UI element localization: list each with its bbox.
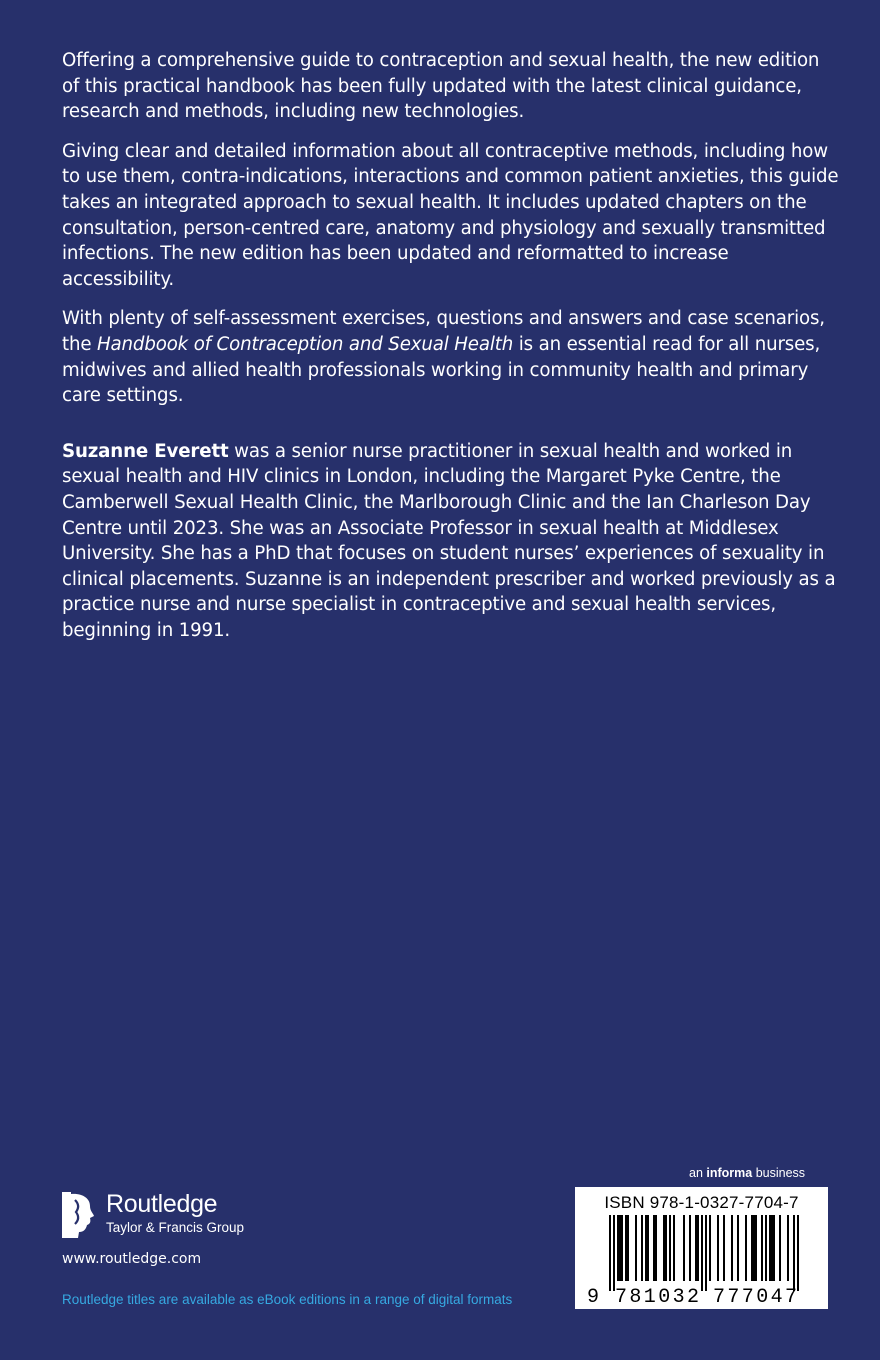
- barcode-bar: [641, 1215, 643, 1281]
- barcode-bar: [653, 1215, 655, 1281]
- barcode-bar: [779, 1215, 781, 1281]
- barcode-bar: [669, 1215, 671, 1281]
- book-title: Handbook of Contraception and Sexual Health: [97, 333, 514, 355]
- informa-suffix: business: [752, 1166, 806, 1180]
- informa-prefix: an: [689, 1166, 707, 1180]
- barcode-left-digits: 781032: [615, 1286, 699, 1309]
- barcode-bar: [625, 1215, 627, 1281]
- barcode-bar: [793, 1215, 795, 1291]
- barcode-bar: [773, 1215, 775, 1281]
- barcode-bar: [609, 1215, 611, 1291]
- barcode-bar: [705, 1215, 707, 1291]
- publisher-website: www.routledge.com: [62, 1251, 202, 1267]
- blurb-text: [62, 48, 842, 657]
- barcode-bar: [737, 1215, 739, 1281]
- barcode-right-digits: 777047: [713, 1286, 797, 1309]
- barcode-bar: [619, 1215, 621, 1281]
- blurb-p3-start: With plenty of self-assessment exercises, questions and answers and case scenarios, the: [62, 308, 825, 355]
- barcode-bar: [673, 1215, 675, 1281]
- barcode-bar: [769, 1215, 771, 1281]
- publisher-name: Routledge: [106, 1190, 218, 1218]
- blurb-paragraph-1: Offering a comprehensive guide to contraception and sexual health, the new edition of this practical handbook has been fully updated with the latest clinical guidance, research and methods, including new technologies.: [62, 50, 820, 123]
- blurb-p3-end: is an essential read for all nurses, midwives and allied health professionals working in community health and primary care settings.: [62, 333, 821, 407]
- ebook-availability-note: Routledge titles are available as eBook editions in a range of digital formats: [62, 1292, 513, 1307]
- informa-word: informa: [706, 1166, 753, 1180]
- barcode-bar: [635, 1215, 637, 1281]
- barcode-bar: [771, 1215, 773, 1281]
- barcode-bar: [797, 1215, 799, 1291]
- barcode-bar: [689, 1215, 691, 1281]
- barcode-bar: [697, 1215, 699, 1281]
- routledge-head-logo-icon: [62, 1192, 96, 1238]
- barcode-bar: [695, 1215, 697, 1281]
- barcode-bar: [621, 1215, 623, 1281]
- publisher-logo: [62, 1190, 302, 1242]
- isbn-label: ISBN 978-1-0327-7704-7: [604, 1193, 799, 1212]
- barcode-bar: [683, 1215, 685, 1281]
- barcode-first-digit: 9: [587, 1286, 600, 1309]
- barcode-bar: [655, 1215, 657, 1281]
- barcode-bar: [787, 1215, 789, 1281]
- blurb-paragraph-3: [62, 306, 842, 408]
- barcode-bar: [731, 1215, 733, 1281]
- isbn-barcode-box: [575, 1187, 828, 1309]
- barcode-bar: [701, 1215, 703, 1291]
- barcode-bar: [753, 1215, 755, 1281]
- publisher-group: Taylor & Francis Group: [106, 1220, 245, 1235]
- author-bio: [62, 439, 842, 644]
- barcode-bar: [717, 1215, 719, 1281]
- barcode-bar: [755, 1215, 757, 1281]
- barcode-bar: [627, 1215, 629, 1281]
- barcode-bar: [613, 1215, 615, 1291]
- barcode-bar: [647, 1215, 649, 1281]
- barcode-bar: [765, 1215, 767, 1281]
- barcode-bar: [645, 1215, 647, 1281]
- barcode-bar: [665, 1215, 667, 1281]
- barcode-bar: [617, 1215, 619, 1281]
- barcode-bar: [745, 1215, 747, 1281]
- informa-business-tag: [689, 1166, 805, 1180]
- barcode-bar: [751, 1215, 753, 1281]
- barcode-bars: [609, 1215, 799, 1291]
- barcode-bar: [761, 1215, 763, 1281]
- author-name: Suzanne Everett: [62, 440, 229, 462]
- barcode-graphic: [575, 1187, 828, 1309]
- barcode-bar: [723, 1215, 725, 1281]
- barcode-bar: [709, 1215, 711, 1281]
- blurb-paragraph-2: Giving clear and detailed information about all contraceptive methods, including how to use them, contra-indications, interactions and common patient anxieties, this guide takes an integrated approach to sexual health. It includes updated chapters on the consultation, person-centred care, anatomy and physiology and sexually transmitted infections. The new edition has been updated and reformatted to increase accessibility.: [62, 140, 839, 290]
- barcode-bar: [663, 1215, 665, 1281]
- author-bio-text: was a senior nurse practitioner in sexual health and worked in sexual health and HIV clinics in London, including the Margaret Pyke Centre, the Camberwell Sexual Health Clinic, the Marlborough Clinic and the Ian Charleson Day Centre until 2023. She was an Associate Professor in sexual health at Middlesex University. She has a PhD that focuses on student nurses’ experiences of sexuality in clinical placements. Suzanne is an independent prescriber and worked previously as a practice nurse and nurse specialist in contraceptive and sexual health services, beginning in 1991.: [62, 440, 836, 641]
